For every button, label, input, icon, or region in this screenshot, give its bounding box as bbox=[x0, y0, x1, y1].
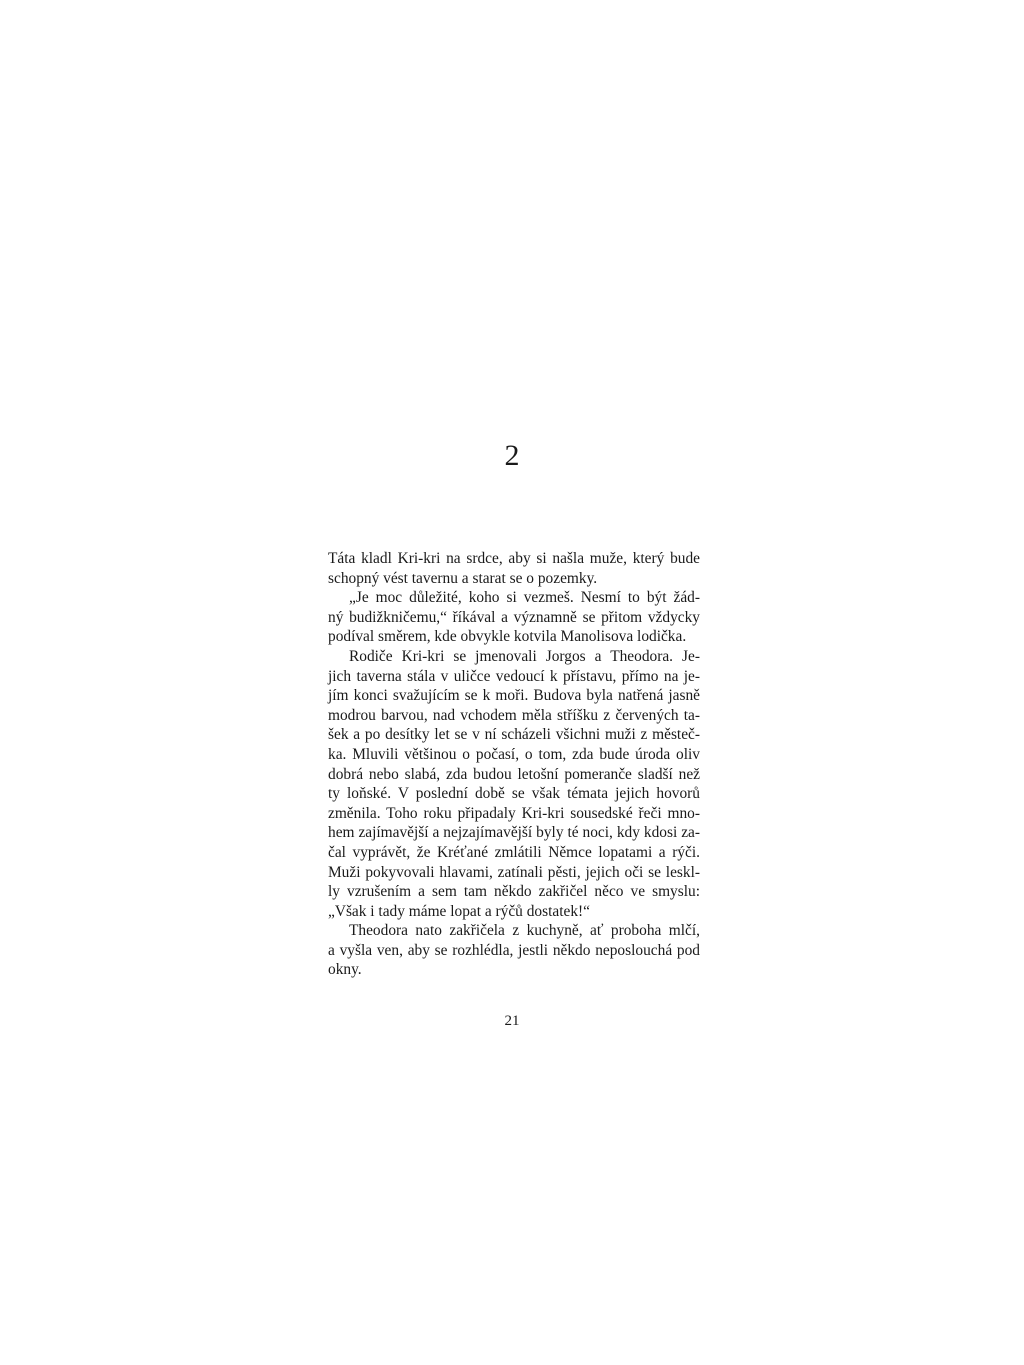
text-line: Táta kladl Kri-kri na srdce, aby si našla muže, který bude bbox=[328, 550, 700, 567]
text-line: ly vzrušením a sem tam někdo zakřičel něco ve smyslu: bbox=[328, 883, 700, 901]
chapter-body-text bbox=[328, 549, 700, 980]
text-line: ka. Mluvili většinou o počasí, o tom, zda bude úroda oliv bbox=[328, 745, 700, 763]
text-line: modrou barvou, nad vchodem měla stříšku z červených ta- bbox=[328, 706, 700, 724]
text-line: podíval směrem, kde obvykle kotvila Manolisova lodička. bbox=[328, 628, 687, 646]
text-line: okny. bbox=[328, 961, 362, 979]
chapter-number: 2 bbox=[504, 439, 520, 472]
text-line: „Však i tady máme lopat a rýčů dostatek!“ bbox=[328, 902, 590, 920]
text-line: ty loňské. V poslední době se však témata jejich hovorů bbox=[328, 785, 700, 803]
text-line: schopný vést tavernu a starat se o pozemky. bbox=[328, 569, 598, 587]
text-line: změnila. Toho roku připadaly Kri-kri sousedské řeči mno- bbox=[328, 804, 700, 822]
text-line: dobrá nebo slabá, zda budou letošní pomeranče sladší než bbox=[328, 765, 700, 783]
text-line: Rodiče Kri-kri se jmenovali Jorgos a Theodora. Je- bbox=[349, 647, 700, 665]
text-line: ný budižkničemu,“ říkával a významně se přitom vždycky bbox=[328, 608, 700, 626]
text-line: jím konci svažujícím se k moři. Budova byla natřená jasně bbox=[328, 687, 700, 705]
text-line: a vyšla ven, aby se rozhlédla, jestli někdo neposlouchá pod bbox=[328, 941, 700, 959]
text-line: hem zajímavější a nejzajímavější byly té noci, kdy kdosi za- bbox=[328, 824, 700, 842]
text-line: čal vyprávět, že Kréťané zmlátili Němce lopatami a rýči. bbox=[328, 843, 700, 861]
text-line: „Je moc důležité, koho si vezmeš. Nesmí to být žád- bbox=[349, 589, 700, 607]
page-number: 21 bbox=[504, 1013, 520, 1029]
text-line: jich taverna stála v uličce vedoucí k přístavu, přímo na je- bbox=[328, 667, 700, 685]
text-line: šek a po desítky let se v ní scházeli všichni muži z městeč- bbox=[328, 726, 700, 744]
text-line: Theodora nato zakřičela z kuchyně, ať proboha mlčí, bbox=[349, 922, 700, 940]
text-line: Muži pokyvovali hlavami, zatínali pěsti, jejich oči se leskl- bbox=[328, 863, 700, 881]
